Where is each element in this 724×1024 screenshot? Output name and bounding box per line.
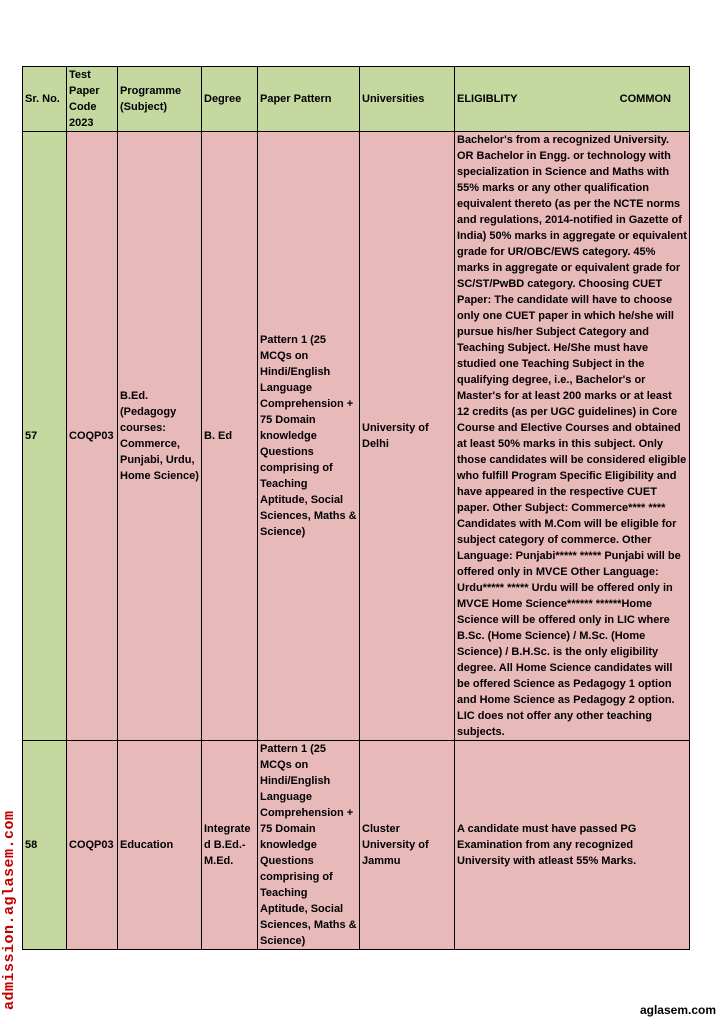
header-test-paper-code: Test Paper Code 2023 xyxy=(67,67,118,132)
row-programme: B.Ed. (Pedagogy courses: Commerce, Punjabi, Urdu, Home Science) xyxy=(118,132,202,741)
table-row xyxy=(23,132,690,741)
row-eligibility: Bachelor's from a recognized University. OR Bachelor in Engg. or technology with specialization in Science and Maths with 55% marks or any other qualification equivalent thereto (as per the NCTE norms and regulations, 2014-notified in Gazette of India) 50% marks in aggregate or equivalent grade for UR/OBC/EWS category. 45% marks in aggregate or equivalent grade for SC/ST/PwBD category. Choosing CUET Paper: The candidate will have to choose only one CUET paper in which he/she will pursue his/her Subject Category and Teaching Subject. He/She must have studied one Teaching Subject in the qualifying degree, i.e., Bachelor's or Master's for at least 200 marks or at least 12 credits (as per UGC guidelines) in Core Course and Elective Courses and obtained at least 50% marks in this subject. Only those candidates will be considered eligible who fulfill Program Specific Eligibility and have appeared in the respective CUET paper. Other Subject: Commerce**** **** Candidates with M.Com will be eligible for subject category of commerce. Other Language: Punjabi***** ***** Punjabi will be offered only in MVCE Other Language: Urdu***** ***** Urdu will be offered only in MVCE Home Science****** ******Home Science will be offered only in LIC where B.Sc. (Home Science) / M.Sc. (Home Science) / B.H.Sc. is the only eligibility degree. All Home Science candidates will be offered Science as Pedagogy 1 option and Home Science as Pedagogy 2 option. LIC does not offer any other teaching subjects. xyxy=(455,132,690,741)
row-sr-no: 57 xyxy=(23,132,67,741)
header-programme: Programme (Subject) xyxy=(118,67,202,132)
row-sr-no: 58 xyxy=(23,741,67,950)
header-degree: Degree xyxy=(202,67,258,132)
row-eligibility: A candidate must have passed PG Examination from any recognized University with atleast 55% Marks. xyxy=(455,741,690,950)
row-paper-pattern: Pattern 1 (25 MCQs on Hindi/English Language Comprehension + 75 Domain knowledge Questions comprising of Teaching Aptitude, Social Sciences, Maths & Science) xyxy=(258,132,360,741)
watermark-text: admission.aglasem.com xyxy=(1,810,18,1010)
header-eligibility xyxy=(455,67,690,132)
row-paper-code: COQP03 xyxy=(67,741,118,950)
header-eligibility-label: ELIGIBLITY xyxy=(457,93,518,105)
row-university: University of Delhi xyxy=(360,132,455,741)
header-common-label: COMMON xyxy=(619,93,671,105)
footer-site-label: aglasem.com xyxy=(639,1003,716,1017)
header-paper-pattern: Paper Pattern xyxy=(258,67,360,132)
row-degree: B. Ed xyxy=(202,132,258,741)
row-programme: Education xyxy=(118,741,202,950)
table-header-row xyxy=(23,67,690,132)
table-row xyxy=(23,741,690,950)
header-sr-no: Sr. No. xyxy=(23,67,67,132)
row-paper-code: COQP03 xyxy=(67,132,118,741)
eligibility-table xyxy=(22,66,690,950)
row-paper-pattern: Pattern 1 (25 MCQs on Hindi/English Language Comprehension + 75 Domain knowledge Questions comprising of Teaching Aptitude, Social Sciences, Maths & Science) xyxy=(258,741,360,950)
row-degree: Integrated B.Ed.-M.Ed. xyxy=(202,741,258,950)
row-university: Cluster University of Jammu xyxy=(360,741,455,950)
header-universities: Universities xyxy=(360,67,455,132)
